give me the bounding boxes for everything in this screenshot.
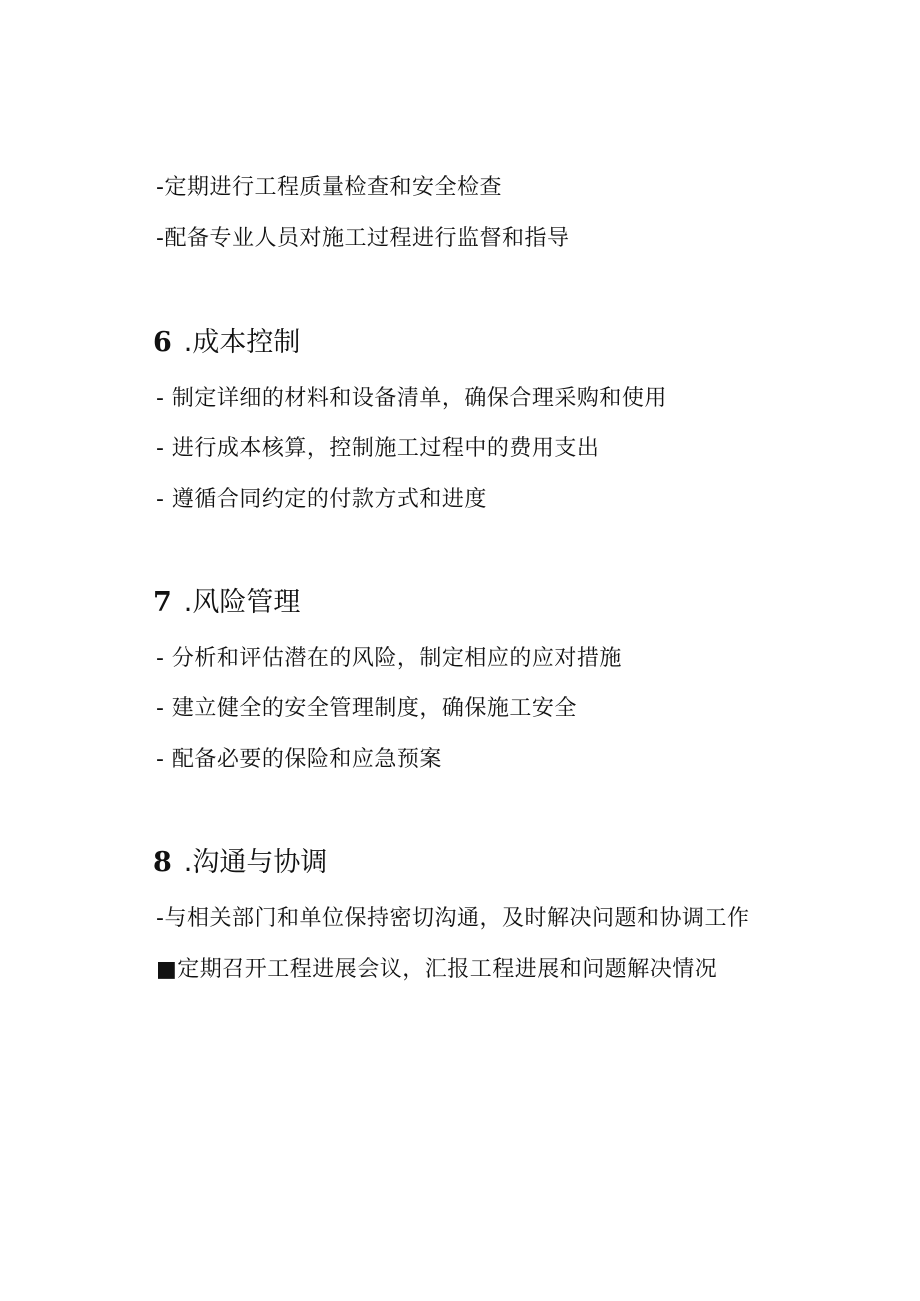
list-item: - 遵循合同约定的付款方式和进度	[156, 487, 487, 512]
list-item: - 分析和评估潜在的风险，制定相应的应对措施	[156, 646, 622, 671]
section-heading-cost-control	[153, 325, 300, 361]
section-title: .成本控制	[183, 327, 301, 358]
list-item: - 建立健全的安全管理制度，确保施工安全	[156, 696, 577, 721]
section-title: .风险管理	[183, 587, 301, 618]
section-heading-risk-management	[153, 585, 300, 621]
list-item: - 配备必要的保险和应急预案	[156, 747, 442, 772]
section-title: .沟通与协调	[183, 847, 328, 878]
list-item: -与相关部门和单位保持密切沟通，及时解决问题和协调工作	[156, 906, 750, 931]
section-heading-communication	[153, 845, 327, 881]
section-number: 7	[153, 587, 172, 618]
list-item: - 进行成本核算，控制施工过程中的费用支出	[156, 436, 600, 461]
list-item-supervision: -配备专业人员对施工过程进行监督和指导	[156, 226, 570, 251]
section-number: 8	[153, 847, 172, 878]
list-item: ■定期召开工程进展会议，汇报工程进展和问题解决情况	[156, 957, 718, 982]
list-item: - 制定详细的材料和设备清单，确保合理采购和使用	[156, 386, 667, 411]
list-item-quality-check: -定期进行工程质量检查和安全检查	[156, 175, 502, 200]
section-number: 6	[153, 327, 172, 358]
